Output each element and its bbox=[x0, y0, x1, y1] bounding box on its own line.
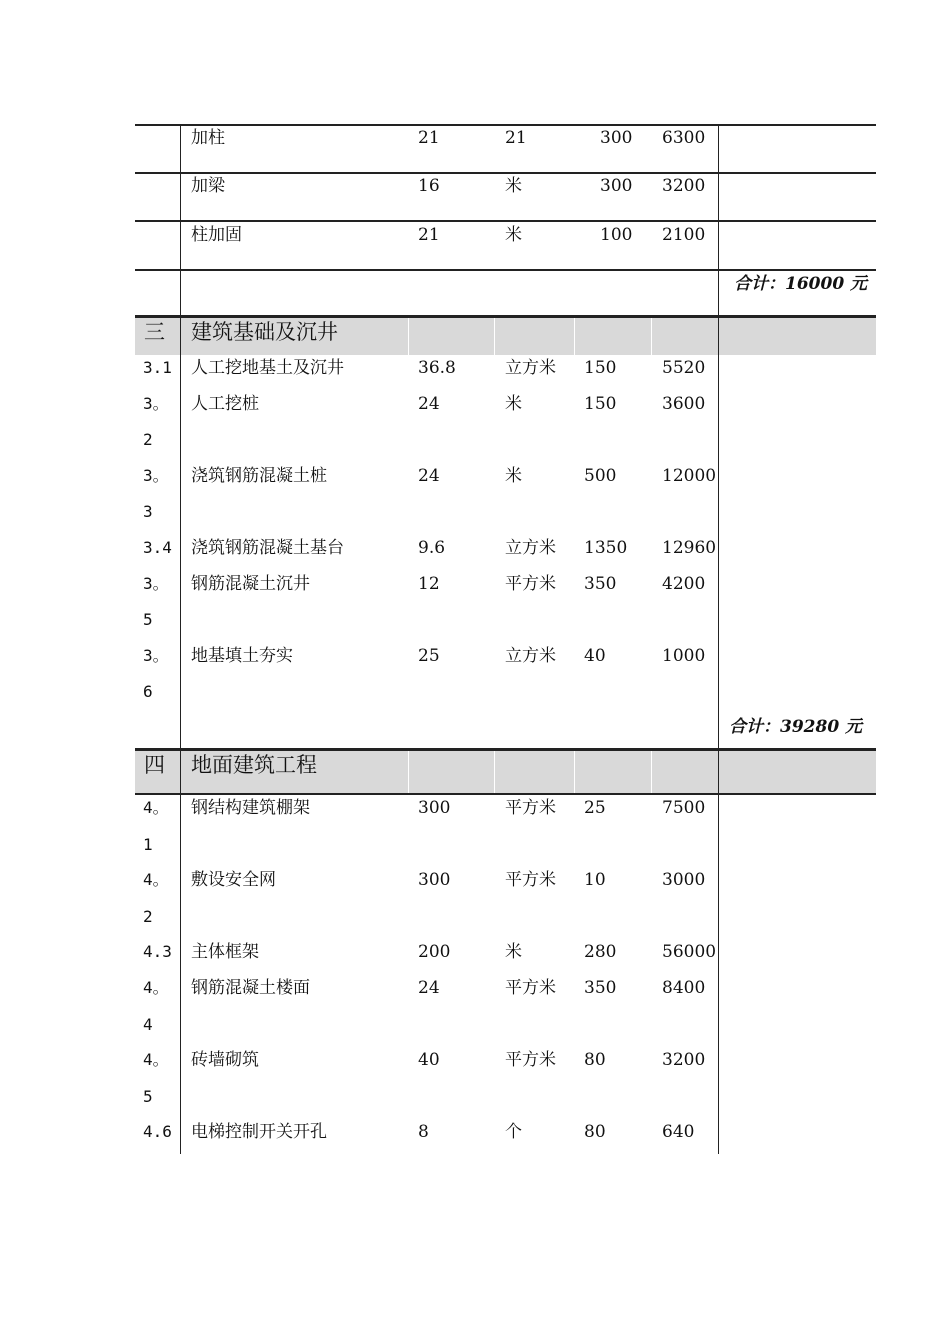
item-price: 280 bbox=[584, 942, 617, 962]
item-unit: 平方米 bbox=[505, 870, 556, 890]
item-id-cont: 5 bbox=[143, 610, 153, 629]
item-price: 1350 bbox=[584, 538, 628, 558]
item-price: 150 bbox=[584, 394, 617, 414]
item-qty: 24 bbox=[418, 394, 440, 414]
item-unit: 21 bbox=[505, 128, 527, 148]
item-price: 40 bbox=[584, 646, 606, 666]
item-unit: 米 bbox=[505, 225, 522, 245]
section-title: 地面建筑工程 bbox=[191, 753, 317, 777]
subtotal: 合计：39280 元 bbox=[729, 717, 863, 737]
item-price: 100 bbox=[600, 225, 633, 245]
item-id: 4。 bbox=[143, 870, 169, 889]
item-price: 80 bbox=[584, 1122, 606, 1142]
item-unit: 米 bbox=[505, 466, 522, 486]
item-amount: 6300 bbox=[662, 128, 706, 148]
item-unit: 立方米 bbox=[505, 358, 556, 378]
item-qty: 12 bbox=[418, 574, 440, 594]
section-title: 建筑基础及沉井 bbox=[191, 320, 338, 344]
band-divider bbox=[574, 318, 575, 355]
item-name: 砖墙砌筑 bbox=[191, 1050, 259, 1070]
item-amount: 7500 bbox=[662, 798, 706, 818]
item-id: 3。 bbox=[143, 646, 169, 665]
item-qty: 300 bbox=[418, 798, 451, 818]
item-qty: 40 bbox=[418, 1050, 440, 1070]
item-unit: 平方米 bbox=[505, 798, 556, 818]
item-amount: 12960 bbox=[662, 538, 717, 558]
item-price: 10 bbox=[584, 870, 606, 890]
item-price: 150 bbox=[584, 358, 617, 378]
item-name: 电梯控制开关开孔 bbox=[191, 1122, 327, 1142]
item-amount: 640 bbox=[662, 1122, 695, 1142]
item-qty: 9.6 bbox=[418, 538, 446, 558]
item-unit: 平方米 bbox=[505, 1050, 556, 1070]
item-amount: 3200 bbox=[662, 176, 706, 196]
item-name: 加梁 bbox=[191, 176, 225, 196]
item-name: 加柱 bbox=[191, 128, 225, 148]
item-qty: 8 bbox=[418, 1122, 429, 1142]
item-amount: 4200 bbox=[662, 574, 706, 594]
item-name: 浇筑钢筋混凝土桩 bbox=[191, 466, 327, 486]
item-unit: 平方米 bbox=[505, 574, 556, 594]
table-left-rule-band bbox=[180, 318, 181, 355]
band-divider bbox=[494, 318, 495, 355]
item-qty: 24 bbox=[418, 978, 440, 998]
item-id: 4.3 bbox=[143, 942, 172, 961]
item-amount: 3000 bbox=[662, 870, 706, 890]
table-left-rule bbox=[180, 124, 181, 1154]
band-divider bbox=[408, 751, 409, 793]
item-name: 主体框架 bbox=[191, 942, 259, 962]
item-unit: 米 bbox=[505, 176, 522, 196]
item-id-cont: 4 bbox=[143, 1015, 153, 1034]
item-id: 4。 bbox=[143, 798, 169, 817]
item-id: 3。 bbox=[143, 466, 169, 485]
item-id-cont: 5 bbox=[143, 1087, 153, 1106]
item-qty: 21 bbox=[418, 225, 440, 245]
item-amount: 5520 bbox=[662, 358, 706, 378]
item-name: 人工挖地基土及沉井 bbox=[191, 358, 344, 378]
item-unit: 立方米 bbox=[505, 646, 556, 666]
subtotal: 合计：16000 元 bbox=[734, 274, 868, 294]
item-unit: 米 bbox=[505, 394, 522, 414]
band-divider bbox=[574, 751, 575, 793]
item-unit: 立方米 bbox=[505, 538, 556, 558]
item-id-cont: 3 bbox=[143, 502, 153, 521]
item-id-cont: 2 bbox=[143, 907, 153, 926]
item-unit: 个 bbox=[505, 1122, 522, 1142]
item-amount: 3200 bbox=[662, 1050, 706, 1070]
item-id: 3。 bbox=[143, 574, 169, 593]
item-id: 4。 bbox=[143, 978, 169, 997]
table-right-rule-band bbox=[718, 751, 719, 793]
item-id: 4.6 bbox=[143, 1122, 172, 1141]
item-unit: 平方米 bbox=[505, 978, 556, 998]
table-left-rule-band bbox=[180, 751, 181, 793]
item-amount: 12000 bbox=[662, 466, 717, 486]
item-name: 钢筋混凝土沉井 bbox=[191, 574, 310, 594]
item-name: 钢筋混凝土楼面 bbox=[191, 978, 310, 998]
section-number: 四 bbox=[144, 753, 165, 777]
item-name: 人工挖桩 bbox=[191, 394, 259, 414]
item-price: 300 bbox=[600, 128, 633, 148]
band-divider bbox=[651, 318, 652, 355]
item-qty: 300 bbox=[418, 870, 451, 890]
band-divider bbox=[408, 318, 409, 355]
item-id-cont: 6 bbox=[143, 682, 153, 701]
item-name: 地基填土夯实 bbox=[191, 646, 293, 666]
item-id: 3.4 bbox=[143, 538, 172, 557]
item-amount: 3600 bbox=[662, 394, 706, 414]
item-id: 3。 bbox=[143, 394, 169, 413]
table-right-rule bbox=[718, 124, 719, 1154]
item-name: 钢结构建筑棚架 bbox=[191, 798, 310, 818]
item-amount: 8400 bbox=[662, 978, 706, 998]
band-divider bbox=[494, 751, 495, 793]
item-name: 柱加固 bbox=[191, 225, 242, 245]
item-qty: 16 bbox=[418, 176, 440, 196]
item-price: 300 bbox=[600, 176, 633, 196]
item-price: 350 bbox=[584, 978, 617, 998]
band-divider bbox=[651, 751, 652, 793]
item-qty: 25 bbox=[418, 646, 440, 666]
table-right-rule-band bbox=[718, 318, 719, 355]
item-qty: 21 bbox=[418, 128, 440, 148]
item-qty: 24 bbox=[418, 466, 440, 486]
section-number: 三 bbox=[144, 320, 165, 344]
item-name: 浇筑钢筋混凝土基台 bbox=[191, 538, 344, 558]
item-id-cont: 1 bbox=[143, 835, 153, 854]
item-id: 3.1 bbox=[143, 358, 172, 377]
item-qty: 36.8 bbox=[418, 358, 456, 378]
item-id: 4。 bbox=[143, 1050, 169, 1069]
item-price: 80 bbox=[584, 1050, 606, 1070]
item-amount: 2100 bbox=[662, 225, 706, 245]
item-amount: 1000 bbox=[662, 646, 706, 666]
item-amount: 56000 bbox=[662, 942, 717, 962]
item-price: 500 bbox=[584, 466, 617, 486]
item-unit: 米 bbox=[505, 942, 522, 962]
item-qty: 200 bbox=[418, 942, 451, 962]
item-name: 敷设安全网 bbox=[191, 870, 276, 890]
item-price: 350 bbox=[584, 574, 617, 594]
item-id-cont: 2 bbox=[143, 430, 153, 449]
item-price: 25 bbox=[584, 798, 606, 818]
